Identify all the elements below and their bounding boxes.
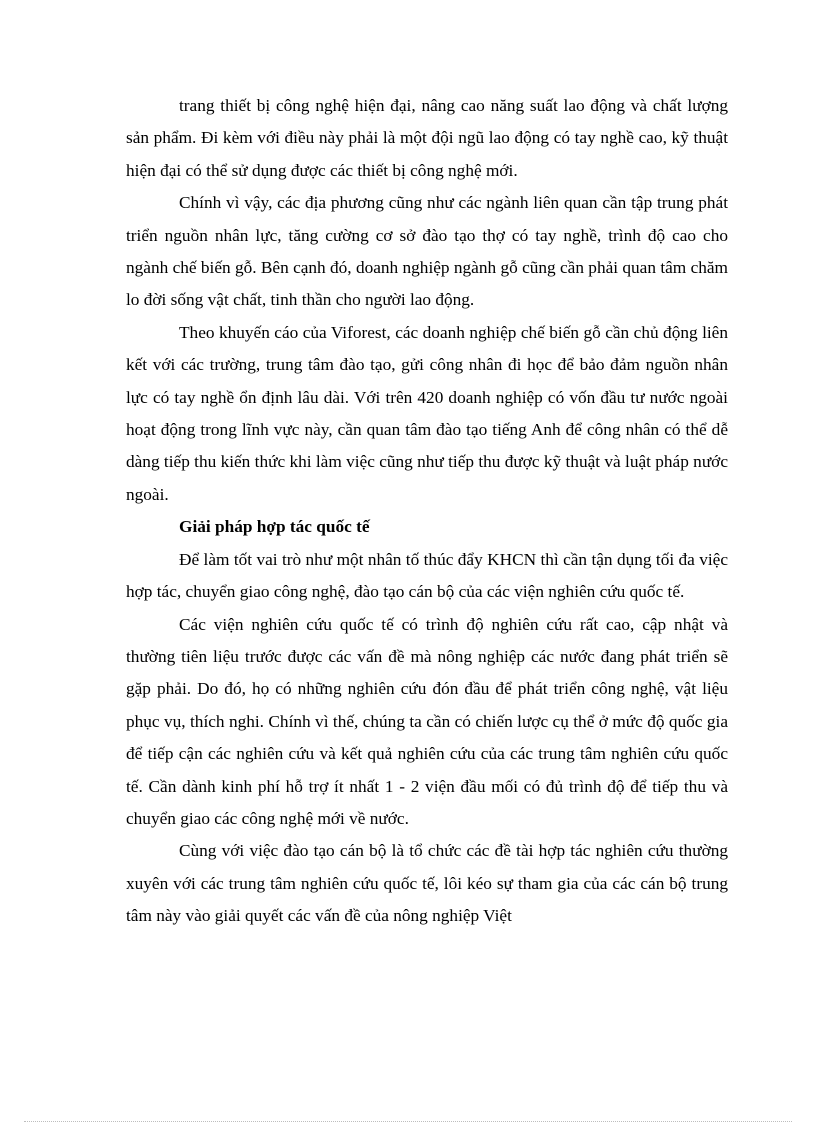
paragraph-1: trang thiết bị công nghệ hiện đại, nâng cao năng suất lao động và chất lượng sản phẩm. Đi kèm với điều này phải là một đội ngũ lao động có tay nghề cao, kỹ thuật hiện đại có thể sử dụng được các thiết bị công nghệ mới. <box>126 96 728 180</box>
page-bottom-divider <box>24 1121 792 1122</box>
paragraph-6: Cùng với việc đào tạo cán bộ là tổ chức các đề tài hợp tác nghiên cứu thường xuyên với các trung tâm nghiên cứu quốc tế, lôi kéo sự tham gia của các cán bộ trung tâm này vào giải quyết các vấn đề của nông nghiệp Việt <box>126 841 728 926</box>
paragraph-4: Để làm tốt vai trò như một nhân tố thúc đẩy KHCN thì cần tận dụng tối đa việc hợp tác, chuyển giao công nghệ, đào tạo cán bộ của các viện nghiên cứu quốc tế. <box>126 549 728 602</box>
section-heading: Giải pháp hợp tác quốc tế <box>179 517 370 537</box>
document-page <box>126 90 728 933</box>
paragraph-2: Chính vì vậy, các địa phương cũng như các ngành liên quan cần tập trung phát triển nguồn nhân lực, tăng cường cơ sở đào tạo thợ có tay nghề, trình độ cao cho ngành chế biến gỗ. Bên cạnh đó, doanh nghiệp ngành gỗ cũng cần phải quan tâm chăm lo đời sống vật chất, tinh thần cho người lao động. <box>126 193 728 310</box>
paragraph-5: Các viện nghiên cứu quốc tế có trình độ nghiên cứu rất cao, cập nhật và thường tiên liệu trước được các vấn đề mà nông nghiệp các nước đang phát triển sẽ gặp phải. Do đó, họ có những nghiên cứu đón đầu để phát triển công nghệ, vật liệu phục vụ, thích nghi. Chính vì thế, chúng ta cần có chiến lược cụ thể ở mức độ quốc gia để tiếp cận các nghiên cứu và kết quả nghiên cứu của các trung tâm nghiên cứu quốc tế. Cần dành kinh phí hỗ trợ ít nhất 1 - 2 viện đầu mối có đủ trình độ để tiếp thu và chuyển giao các công nghệ mới về nước. <box>126 614 728 828</box>
paragraph-3: Theo khuyến cáo của Viforest, các doanh nghiệp chế biến gỗ cần chủ động liên kết với các trường, trung tâm đào tạo, gửi công nhân đi học để bảo đảm nguồn nhân lực có tay nghề ổn định lâu dài. Với trên 420 doanh nghiệp có vốn đầu tư nước ngoài hoạt động trong lĩnh vực này, cần quan tâm đào tạo tiếng Anh để công nhân có thể dễ dàng tiếp thu kiến thức khi làm việc cũng như tiếp thu được kỹ thuật và luật pháp nước ngoài. <box>126 322 728 504</box>
